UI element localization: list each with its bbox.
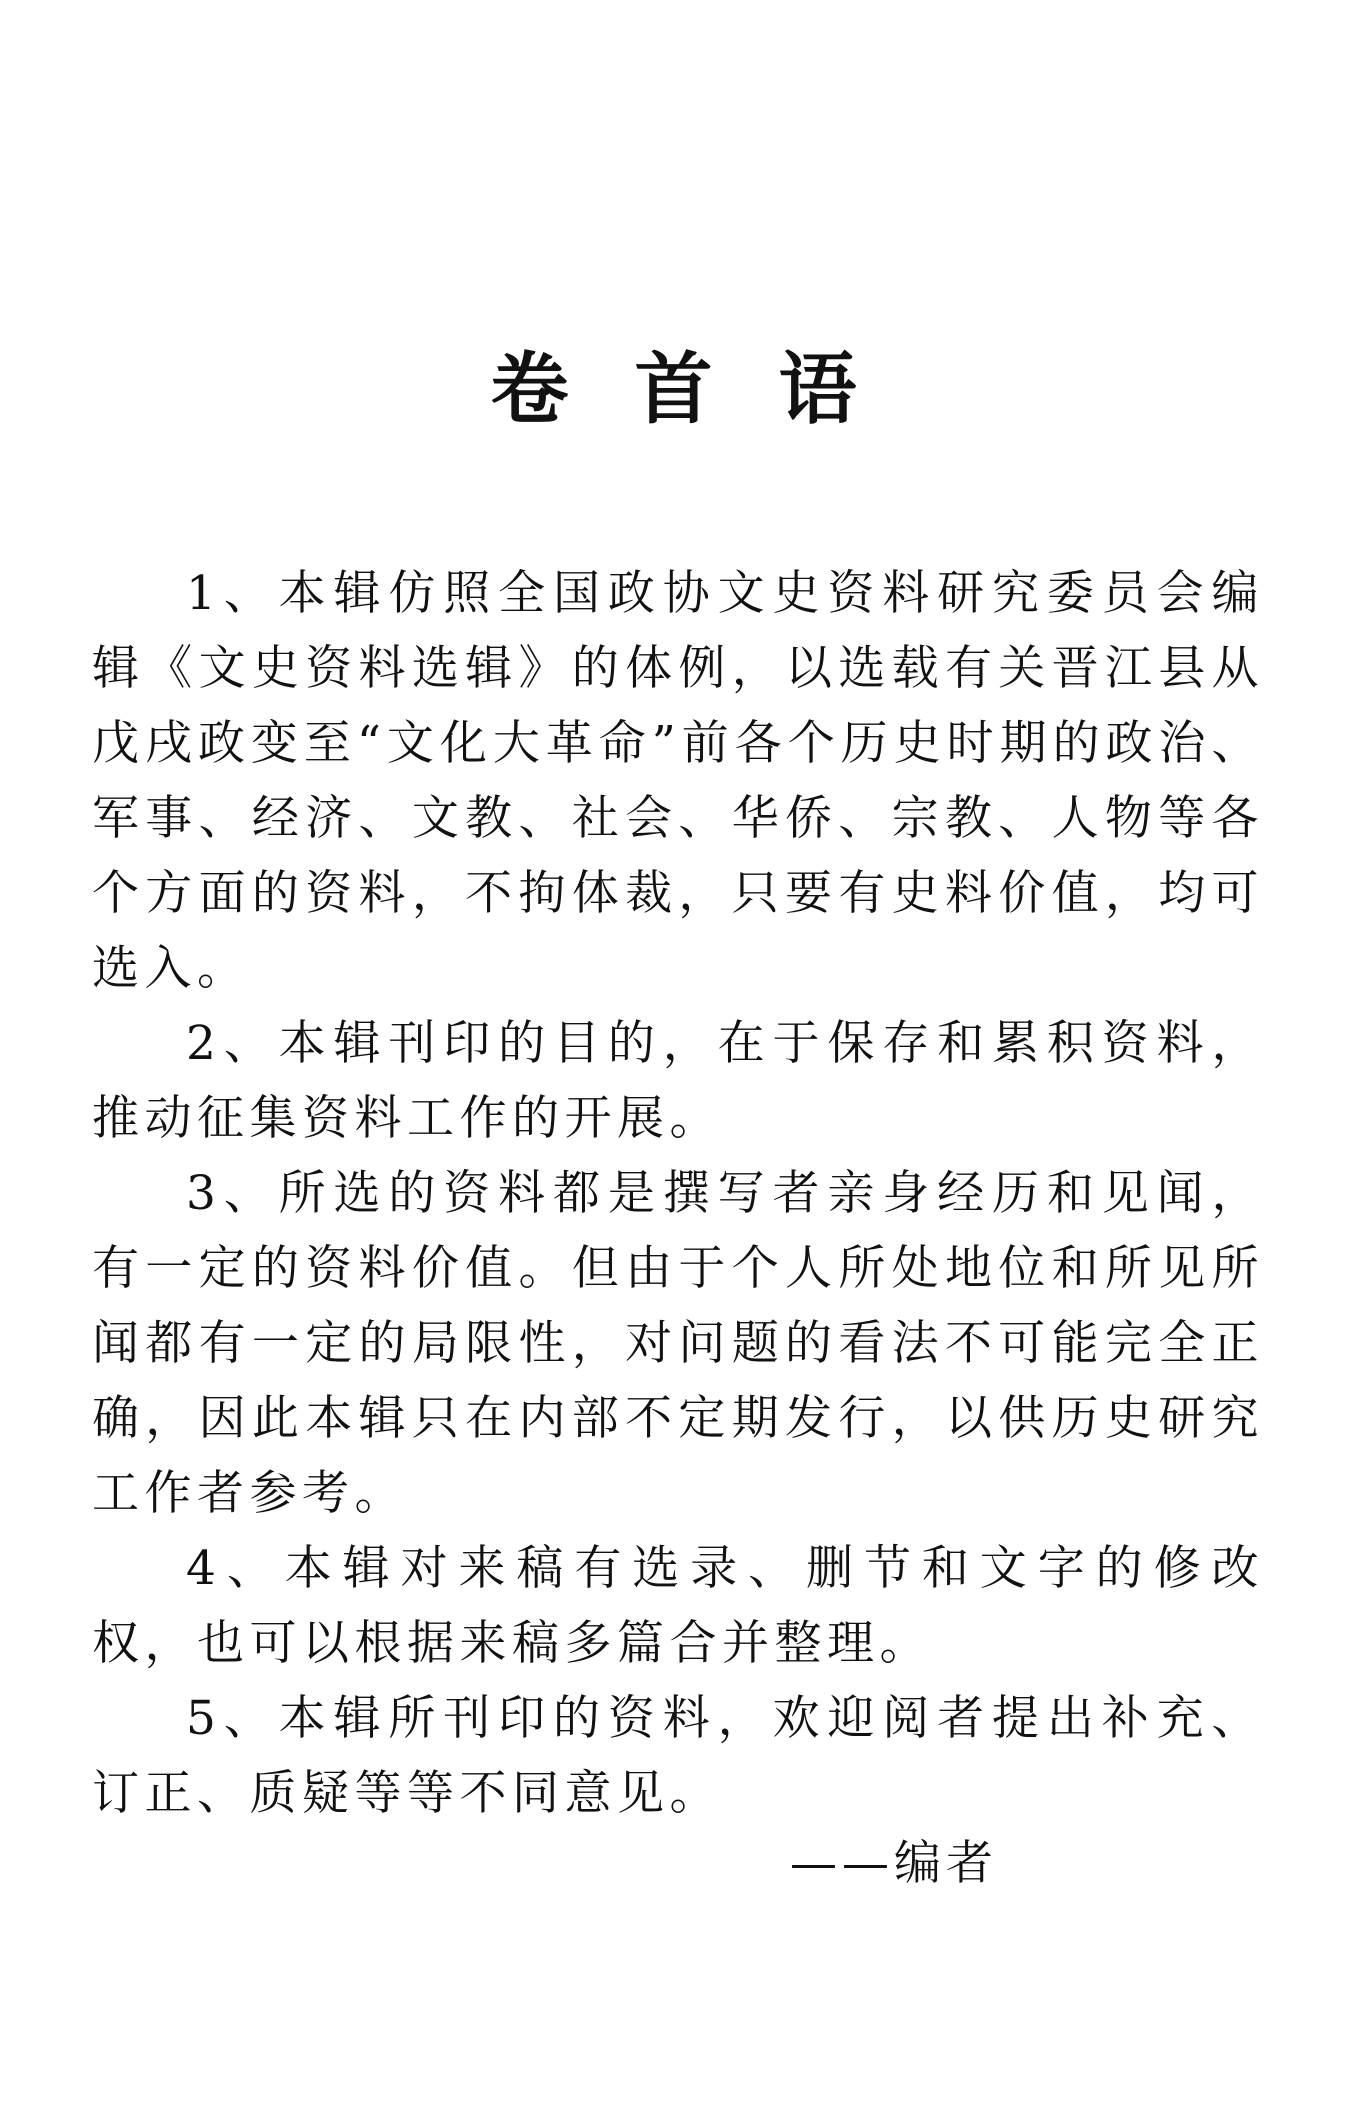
signature: ——编者 <box>790 1836 998 1891</box>
paragraph-5: 5、本辑所刊印的资料，欢迎阅者提出补充、订正、质疑等等不同意见。 <box>92 1691 1264 1821</box>
page-title: 卷首语 <box>490 344 923 435</box>
paragraph-2: 2、本辑刊印的目的，在于保存和累积资料，推动征集资料工作的开展。 <box>92 1016 1264 1146</box>
paragraph-1: 1、本辑仿照全国政协文史资料研究委员会编辑《文史资料选辑》的体例，以选载有关晋江县从戊戌政变至“文化大革命”前各个历史时期的政治、军事、经济、文教、社会、华侨、宗教、人物等各个方面的资料，不拘体裁，只要有史料价值，均可选入。 <box>92 566 1264 996</box>
body-text <box>92 556 1264 1831</box>
paragraph-3: 3、所选的资料都是撰写者亲身经历和见闻，有一定的资料价值。但由于个人所处地位和所见所闻都有一定的局限性，对问题的看法不可能完全正确，因此本辑只在内部不定期发行，以供历史研究工作者参考。 <box>92 1166 1264 1521</box>
paragraph-4: 4、本辑对来稿有选录、删节和文字的修改权，也可以根据来稿多篇合并整理。 <box>92 1541 1264 1671</box>
